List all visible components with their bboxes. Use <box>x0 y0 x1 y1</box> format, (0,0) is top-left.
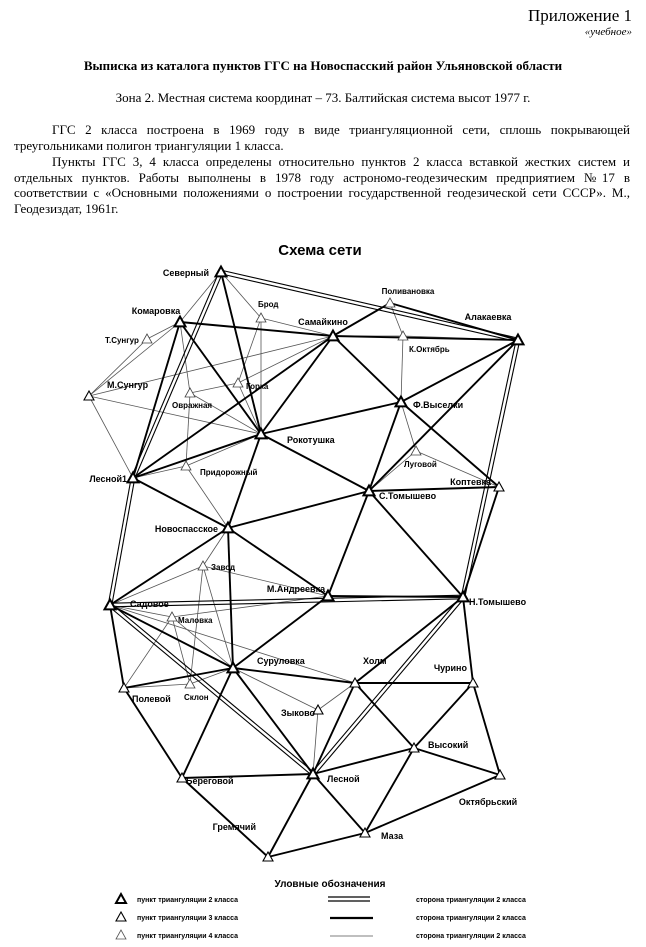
triangulation-point-class4-icon <box>181 461 191 470</box>
triangulation-point-class4-icon <box>185 679 195 688</box>
side-class2-line <box>414 683 473 748</box>
point-label: Северный <box>162 268 209 278</box>
point-label: Высокий <box>428 740 469 750</box>
side-class4-line <box>190 393 261 434</box>
legend-row <box>116 894 526 904</box>
legend-class2-triangle-icon <box>116 894 126 903</box>
side-class2-line <box>228 528 233 668</box>
point-label: К.Октябрь <box>409 345 450 354</box>
legend-line-label: сторона триангуляции 2 класса <box>416 915 526 922</box>
side-class2-double-line <box>135 273 223 479</box>
side-class2-line <box>268 774 313 857</box>
legend-row <box>116 930 526 940</box>
side-class4-line <box>172 617 190 684</box>
side-class4-line <box>401 336 403 402</box>
appendix-title: Приложение 1 <box>528 6 632 25</box>
appendix-note: «учебное» <box>584 26 632 38</box>
point-label: Т.Сунгур <box>105 336 139 345</box>
point-label: Рокотушка <box>287 435 335 445</box>
side-class2-line <box>414 748 500 775</box>
triangulation-point-class2-icon <box>105 600 116 610</box>
point-label: Садовое <box>130 599 169 609</box>
point-label: Чурино <box>433 663 467 673</box>
legend-class4-triangle-icon <box>116 930 126 939</box>
point-label: Зыково <box>280 708 316 718</box>
network-scheme <box>0 230 646 947</box>
side-class2-line <box>221 272 261 434</box>
scheme-title: Схема сети <box>278 242 362 259</box>
paragraph-network-history: ГГС 2 класса построена в 1969 году в виде триангуляционной сети, сплошь покрывающей треугольниками полигон триангуляции 1 класса. <box>14 122 630 153</box>
legend-symbol-label: пункт триангуляции 3 класса <box>137 915 238 922</box>
legend <box>116 878 526 940</box>
point-label: Коптевка <box>450 477 491 487</box>
point-label: Завод <box>211 563 236 572</box>
point-label: Самайкино <box>298 317 348 327</box>
side-class4-line <box>190 566 203 684</box>
point-label: Лесной1 <box>89 474 127 484</box>
side-class2-line <box>233 668 313 774</box>
side-class2-double-line <box>112 478 135 605</box>
triangulation-point-class4-icon <box>385 298 395 307</box>
point-label: Комаровка <box>131 306 181 316</box>
side-class2-line <box>365 748 414 833</box>
side-class2-line <box>182 778 268 857</box>
side-class4-line <box>89 396 133 478</box>
point-label: М.Андреевка <box>266 584 326 594</box>
side-class2-line <box>268 833 365 857</box>
legend-row <box>116 912 526 922</box>
side-class2-line <box>369 340 518 491</box>
point-label: Полевой <box>132 694 171 704</box>
point-label: Брод <box>258 300 279 309</box>
side-class2-double-line <box>108 478 131 605</box>
point-label: Маза <box>381 831 404 841</box>
point-label: Октябрьский <box>458 797 518 807</box>
point-label: Гремячий <box>212 822 256 832</box>
side-class2-line <box>369 491 463 597</box>
legend-symbol-label: пункт триангуляции 4 класса <box>137 933 238 940</box>
point-label: Холм <box>363 656 387 666</box>
triangulation-point-class4-icon <box>198 561 208 570</box>
side-class2-line <box>233 668 355 683</box>
point-label: Овражная <box>172 401 213 410</box>
triangulation-point-class2-icon <box>216 267 227 277</box>
side-class2-double-line <box>131 271 219 477</box>
side-class2-line <box>473 683 500 775</box>
point-label: Лесной <box>327 774 360 784</box>
triangulation-point-class2-icon <box>175 317 186 327</box>
side-class2-line <box>228 434 261 528</box>
side-class4-line <box>233 668 318 710</box>
side-class2-line <box>313 748 414 774</box>
triangulation-point-class4-icon <box>233 378 243 387</box>
legend-line-label: сторона триангуляции 2 класса <box>416 933 526 940</box>
point-label: Береговой <box>186 776 234 786</box>
document-title: Выписка из каталога пунктов ГГС на Новоспасский район Ульяновской области <box>83 58 563 73</box>
side-class2-double-line <box>465 340 520 597</box>
point-label: М.Сунгур <box>107 380 149 390</box>
coordinate-system-line: Зона 2. Местная система координат – 73. Балтийская система высот 1977 г. <box>115 90 531 105</box>
side-class2-line <box>133 478 228 528</box>
legend-title: Уловные обозначения <box>274 879 386 890</box>
triangulation-point-class2-icon <box>223 523 234 533</box>
side-class2-line <box>328 491 369 596</box>
triangulation-point-class4-icon <box>398 331 408 340</box>
paragraph-network-densification: Пункты ГГС 3, 4 класса определены относительно пунктов 2 класса вставкой жестких систем и отдельных пунктов. Работы выполнены в 1978 году астрономо-геодезическим предприятием №17 в соответствии с «Основными положениями о построении государственной геодезической сети СССР». М., Геодезиздат, 1961г. <box>14 154 630 216</box>
legend-symbol-label: пункт триангуляции 2 класса <box>137 897 238 904</box>
point-label: Алакаевка <box>464 312 512 322</box>
legend-class3-triangle-icon <box>116 912 126 921</box>
point-label: Маловка <box>178 616 213 625</box>
side-class2-double-line <box>461 340 516 597</box>
side-class4-line <box>390 303 403 336</box>
point-label: С.Томышево <box>379 491 437 501</box>
triangulation-point-class2-icon <box>513 335 524 345</box>
side-class2-line <box>333 336 401 402</box>
point-label: Ф.Выселки <box>413 400 464 410</box>
triangulation-point-class4-icon <box>142 334 152 343</box>
point-label: Горка <box>246 382 269 391</box>
point-label: Новоспасское <box>154 524 218 534</box>
side-class2-line <box>228 491 369 528</box>
point-label: Н.Томышево <box>469 597 527 607</box>
point-label: Поливановка <box>381 287 435 296</box>
point-label: Придорожный <box>200 468 258 477</box>
point-label: Склон <box>184 693 209 702</box>
point-label: Луговой <box>404 460 437 469</box>
legend-line-label: сторона триангуляции 2 класса <box>416 897 526 904</box>
triangulation-point-class2-icon <box>328 331 339 341</box>
point-label: Суруловка <box>257 656 305 666</box>
